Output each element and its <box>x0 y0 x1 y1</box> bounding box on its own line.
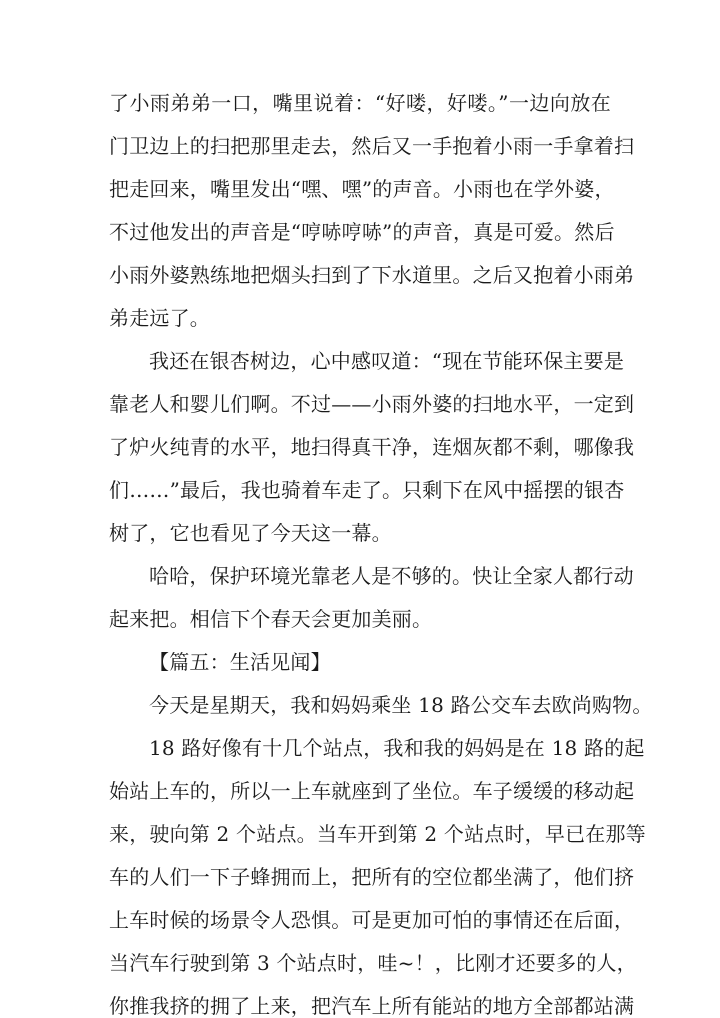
text-line-11: 树了，它也看见了今天这一幕。 <box>109 521 392 545</box>
text-line-3: 把走回来，嘴里发出“嘿、嘿”的声音。小雨也在学外婆， <box>109 177 615 201</box>
text-line-7: 我还在银杏树边，心中感叹道：“现在节能环保主要是 <box>149 349 625 373</box>
text-line-9: 了炉火纯青的水平，地扫得真干净，连烟灰都不剩，哪像我 <box>109 435 635 459</box>
text-line-6: 弟走远了。 <box>109 306 210 330</box>
section-heading: 【篇五：生活见闻】 <box>149 650 331 674</box>
text-line-4: 不过他发出的声音是“哼哧哼哧”的声音，真是可爱。然后 <box>109 220 615 244</box>
text-line-20: 上车时候的场景令人恐惧。可是更加可怕的事情还在后面， <box>109 908 635 932</box>
text-line-15: 今天是星期天，我和妈妈乘坐 18 路公交车去欧尚购物。 <box>149 693 653 717</box>
text-line-17: 始站上车的，所以一上车就座到了坐位。车子缓缓的移动起 <box>109 779 635 803</box>
text-line-13: 起来把。相信下个春天会更加美丽。 <box>109 607 433 631</box>
text-line-19: 车的人们一下子蜂拥而上，把所有的空位都坐满了，他们挤 <box>109 865 635 889</box>
text-line-12: 哈哈，保护环境光靠老人是不够的。快让全家人都行动 <box>149 564 634 588</box>
text-line-8: 靠老人和婴儿们啊。不过——小雨外婆的扫地水平，一定到 <box>109 392 635 416</box>
text-line-5: 小雨外婆熟练地把烟头扫到了下水道里。之后又抱着小雨弟 <box>109 263 635 287</box>
text-line-1: 了小雨弟弟一口，嘴里说着：“好喽，好喽。”一边向放在 <box>109 91 611 115</box>
text-line-2: 门卫边上的扫把那里走去，然后又一手抱着小雨一手拿着扫 <box>109 134 635 158</box>
text-line-10: 们……”最后，我也骑着车走了。只剩下在风中摇摆的银杏 <box>109 478 625 502</box>
text-line-21: 当汽车行驶到第 3 个站点时，哇~！，比刚才还要多的人， <box>109 951 637 975</box>
text-line-18: 来，驶向第 2 个站点。当车开到第 2 个站点时，早已在那等 <box>109 822 646 846</box>
text-line-16: 18 路好像有十几个站点，我和我的妈妈是在 18 路的起 <box>149 736 645 760</box>
text-line-22: 你推我挤的拥了上来，把汽车上所有能站的地方全部都站满 <box>109 994 635 1018</box>
